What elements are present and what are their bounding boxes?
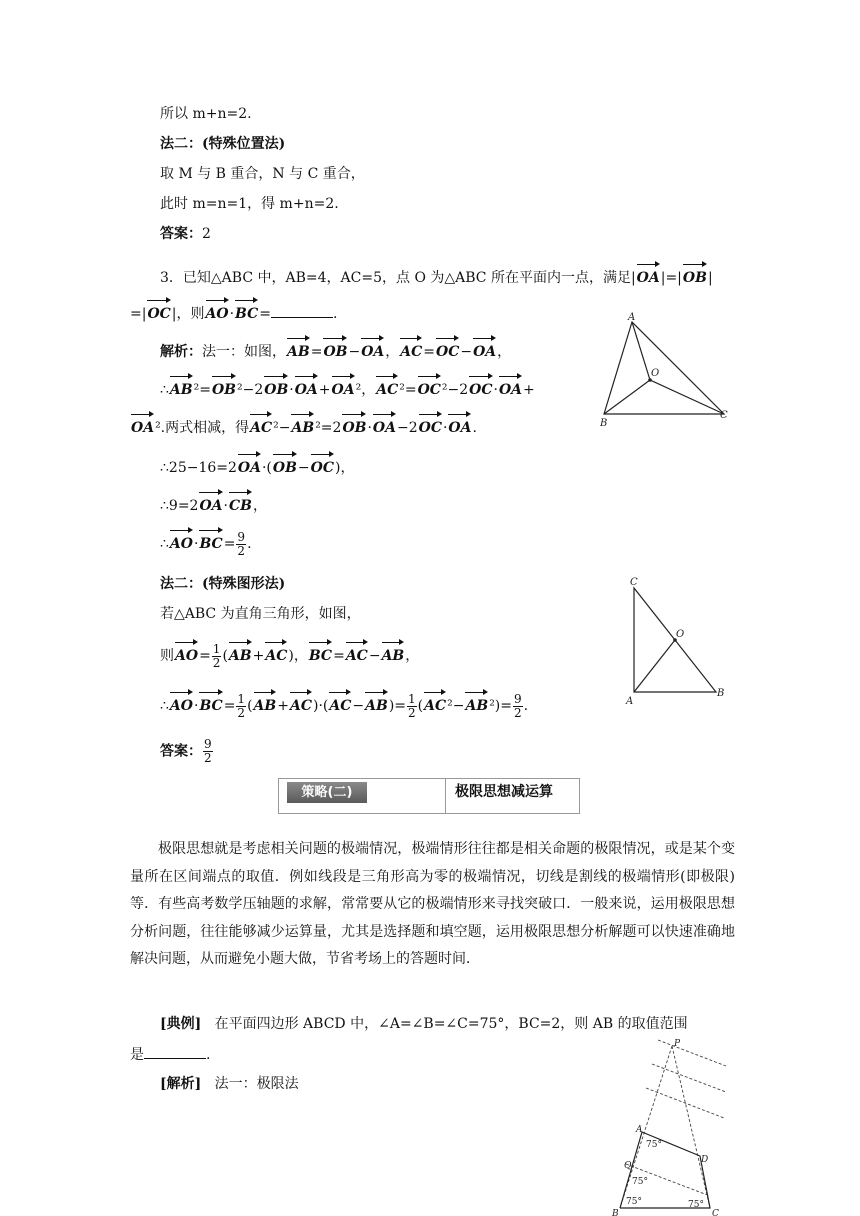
label-a: A [626, 696, 634, 707]
label-a: A [628, 312, 636, 323]
strategy-banner [278, 778, 580, 814]
segment-ao [634, 640, 675, 692]
answer-blank [271, 303, 333, 318]
text-line: 所以 m+n=2. [160, 106, 252, 122]
segment-co [650, 380, 724, 414]
fraction: $\frac{1}{2}$ [212, 641, 221, 670]
equation-line: ∴25−16=2OA·(OB−OC)， [160, 452, 354, 478]
quadrilateral-figure [606, 1036, 730, 1216]
text-line: 此时 m=n=1，得 m+n=2. [160, 196, 339, 212]
equation-line: ∴9=2OA·CB， [160, 490, 267, 516]
angle-label: 75° [626, 1197, 642, 1207]
label-o: O [651, 368, 660, 379]
question-3-cont: =|OC|，则AO·BC= . [130, 298, 337, 324]
dashed-parallel [652, 1064, 726, 1092]
dashed-parallel [658, 1040, 726, 1066]
label-d: D [701, 1155, 709, 1165]
question-3: 3．已知△ABC 中，AB=4，AC=5，点 O 为△ABC 所在平面内一点，满足|OA|=|OB| [160, 262, 713, 288]
equation-line: OA².两式相减，得AC²−AB²=2OB·OA−2OC·OA. [130, 412, 477, 438]
label-o: O [676, 629, 685, 640]
strategy-tag: 策略(二) [287, 782, 367, 803]
label-c: C [720, 410, 728, 421]
fraction: $\frac{9}{2}$ [514, 691, 522, 720]
label-c: C [712, 1209, 719, 1216]
text-line: 取 M 与 B 重合，N 与 C 重合， [160, 166, 365, 182]
triangle-figure-2 [622, 576, 734, 708]
triangle-figure-1 [596, 312, 736, 428]
label-q: Q [624, 1161, 632, 1171]
label-b: B [717, 688, 725, 699]
answer-line: 答案：2 [160, 226, 211, 242]
method-two-heading: 法二：(特殊位置法) [160, 136, 286, 152]
angle-label: 75° [646, 1140, 662, 1150]
solution-line: 解析：法一：如图，AB=OB−OA，AC=OC−OA， [160, 336, 511, 362]
fraction: $\frac{1}{2}$ [408, 691, 416, 720]
angle-label: 75° [632, 1177, 648, 1187]
label-b: B [600, 418, 608, 428]
fraction: $\frac{9}{2}$ [204, 737, 212, 765]
equation-line: ∴AB²=OB²−2OB·OA+OA²，AC²=OC²−2OC·OA+ [160, 374, 535, 400]
analysis-line: [解析] 法一：极限法 [160, 1076, 299, 1092]
label-p: P [674, 1039, 681, 1049]
dashed-parallel [646, 1088, 724, 1118]
label-b: B [612, 1209, 619, 1216]
fraction: $\frac{1}{2}$ [237, 691, 246, 720]
strategy-title: 极限思想减运算 [455, 784, 553, 800]
method-two-heading: 法二：(特殊图形法) [160, 576, 286, 592]
strategy-tag-cell [279, 779, 446, 813]
fraction: $\frac{9}{2}$ [237, 529, 246, 558]
equation-line: ∴AO·BC= $\frac{1}{2}$ (AB+AC)·(AC−AB)= $\frac{1}{2}$ (AC²−AB²)= $\frac{9}{2}$ . [160, 691, 529, 720]
equation-line: 则AO= $\frac{1}{2}$ (AB+AC)，BC=AC−AB， [160, 641, 420, 670]
answer-line: 答案： $\frac{9}{2}$ [160, 737, 212, 765]
example-line: [典例] 在平面四边形 ABCD 中，∠A=∠B=∠C=75°，BC=2，则 AB 的取值范围 [160, 1016, 688, 1032]
angle-label: 75° [688, 1200, 704, 1210]
text-line: 若△ABC 为直角三角形，如图， [160, 606, 361, 622]
segment-bo [604, 380, 650, 414]
strategy-paragraph: 极限思想就是考虑相关问题的极端情况，极端情形往往都是相关命题的极限情况，或是某个变量所在区间端点的取值．例如线段是三角形高为零的极端情况，切线是割线的极端情形(即极限)等．有些高考数学压轴题的求解，常常要从它的极端情形来寻找突破口．一般来说，运用极限思想分析问题，往往能够减少运算量，尤其是选择题和填空题，运用极限思想分析解题可以快速准确地解决问题，从而避免小题大做，节省考场上的答题时间． [130, 841, 735, 967]
answer-blank [144, 1044, 206, 1059]
label-a: A [636, 1125, 643, 1135]
example-line-cont: 是 . [130, 1044, 210, 1065]
equation-line: ∴AO·BC= $\frac{9}{2}$ . [160, 529, 252, 558]
label-c: C [630, 577, 638, 588]
